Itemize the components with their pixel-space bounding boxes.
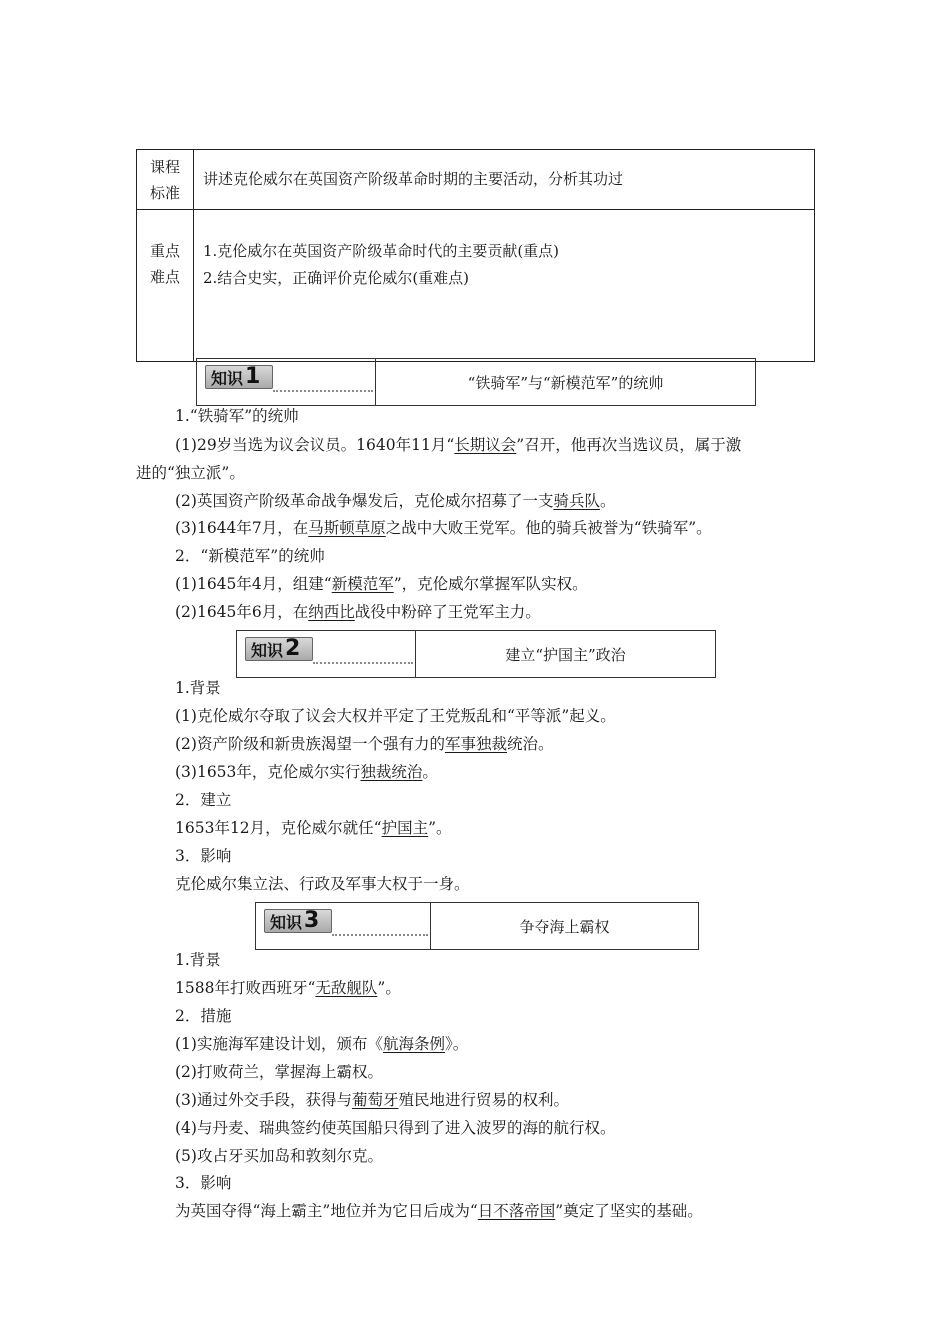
text: 。 [422, 763, 438, 781]
dotted-rule [332, 934, 428, 936]
course-standard-label [137, 150, 194, 210]
s2-para-3 [175, 761, 438, 783]
badge-word: 知识 [211, 368, 244, 388]
s3-para-3: (2)打败荷兰，掌握海上霸权。 [175, 1063, 383, 1081]
key-term: 护国主 [381, 819, 429, 837]
key-term: 无敌舰队 [315, 979, 378, 997]
text: ”。 [428, 819, 452, 837]
text: 战役中粉碎了王党军主力。 [354, 603, 541, 621]
section-3-header [255, 902, 699, 950]
s1-para-3 [175, 517, 712, 539]
badge-word: 知识 [251, 640, 284, 660]
key-term: 军事独裁 [444, 735, 507, 753]
s1-para-5 [175, 601, 541, 623]
s3-para-1 [175, 977, 401, 999]
section-title-text: 建立“护国主”政治 [505, 645, 626, 664]
section-2-title [415, 631, 715, 677]
s3-heading-3: 3．影响 [175, 1174, 232, 1192]
knowledge-badge-2 [245, 637, 313, 661]
text: 。 [599, 492, 616, 510]
key-term: 航海条例 [382, 1035, 445, 1053]
key-difficulty-text [194, 210, 815, 362]
label-line: 重点 [149, 242, 180, 260]
s2-para-5: 克伦威尔集立法、行政及军事大权于一身。 [175, 875, 470, 893]
key-term: 日不落帝国 [477, 1202, 556, 1220]
course-standard-table [136, 149, 815, 362]
label-line: 标准 [149, 183, 180, 202]
badge-word: 知识 [270, 912, 303, 932]
section-1-header [196, 358, 756, 406]
s1-para-2 [175, 490, 616, 512]
s2-heading-3: 3．影响 [175, 847, 232, 865]
key-difficulty-label [137, 210, 194, 362]
s1-heading-1: 1.“铁骑军”的统帅 [175, 407, 299, 425]
text: 殖民地进行贸易的权利。 [398, 1091, 569, 1109]
badge-number: 3 [304, 908, 320, 933]
text: (3)通过外交手段，获得与 [175, 1091, 352, 1109]
key-term: 新模范军 [331, 575, 394, 593]
s3-heading-1: 1.背景 [175, 951, 221, 969]
text: 》。 [444, 1035, 469, 1053]
text: 1653年12月，克伦威尔就任“ [175, 819, 382, 837]
text: ”奠定了坚实的基础。 [555, 1202, 703, 1220]
s3-para-7 [175, 1200, 703, 1222]
s2-para-2 [175, 733, 554, 755]
s1-heading-2: 2．“新模范军”的统帅 [175, 547, 325, 565]
key-point-2: 2.结合史实，正确评价克伦威尔(重难点) [203, 269, 470, 287]
text: (3)1653年，克伦威尔实行 [175, 763, 361, 781]
s2-heading-1: 1.背景 [175, 679, 221, 697]
s3-para-5: (4)与丹麦、瑞典签约使英国船只得到了进入波罗的海的航行权。 [175, 1119, 616, 1137]
key-term: 独裁统治 [360, 763, 423, 781]
text: ”。 [377, 979, 401, 997]
text: 为英国夺得“海上霸主”地位并为它日后成为“ [175, 1202, 478, 1220]
s3-para-2 [175, 1033, 468, 1055]
s1-para-4 [175, 573, 588, 595]
label-line: 难点 [149, 268, 180, 286]
knowledge-badge-1 [205, 365, 273, 389]
key-term: 骑兵队 [553, 492, 600, 510]
text: (2)资产阶级和新贵族渴望一个强有力的 [175, 735, 445, 753]
text: ”召开，他再次当选议员，属于激 [516, 436, 742, 454]
text: 统治。 [506, 735, 554, 753]
text: ”，克伦威尔掌握军队实权。 [393, 575, 588, 593]
dotted-rule [273, 390, 373, 392]
text: (2)1645年6月，在 [175, 603, 309, 621]
key-point-1: 1.克伦威尔在英国资产阶级革命时代的主要贡献(重点) [203, 242, 560, 260]
text: 1588年打败西班牙“ [175, 979, 316, 997]
section-2-header [236, 630, 716, 678]
standard-text: 讲述克伦威尔在英国资产阶级革命时期的主要活动，分析其功过 [203, 170, 624, 188]
text: (1)实施海军建设计划，颁布《 [175, 1035, 383, 1053]
text: (1)29岁当选为议会议员。1640年11月“ [175, 436, 455, 454]
text: 之战中大败王党军。他的骑兵被誉为“铁骑军”。 [385, 519, 712, 537]
label-line: 课程 [149, 157, 180, 176]
section-1-title [375, 359, 755, 405]
key-term: 葡萄牙 [351, 1091, 399, 1109]
s1-para-1-cont: 进的“独立派”。 [136, 464, 245, 482]
course-standard-text [194, 150, 815, 210]
s3-heading-2: 2．措施 [175, 1007, 232, 1025]
section-3-title [430, 903, 698, 949]
key-term: 纳西比 [308, 603, 355, 621]
s2-para-4 [175, 817, 452, 839]
s2-para-1: (1)克伦威尔夺取了议会大权并平定了王党叛乱和“平等派”起义。 [175, 707, 616, 725]
section-title-text: 争夺海上霸权 [519, 917, 610, 936]
text: (1)1645年4月，组建“ [175, 575, 332, 593]
knowledge-badge-3 [264, 909, 332, 933]
key-term: 长期议会 [454, 436, 517, 454]
text: (3)1644年7月，在 [175, 519, 309, 537]
badge-number: 2 [285, 636, 301, 661]
s3-para-4 [175, 1089, 569, 1111]
key-term: 马斯顿草原 [308, 519, 386, 537]
badge-number: 1 [245, 364, 261, 389]
s1-para-1 [175, 434, 741, 456]
s3-para-6: (5)攻占牙买加岛和敦刻尔克。 [175, 1147, 383, 1165]
text: (2)英国资产阶级革命战争爆发后，克伦威尔招募了一支 [175, 492, 554, 510]
section-title-text: “铁骑军”与“新模范军”的统帅 [467, 373, 664, 392]
s2-heading-2: 2．建立 [175, 791, 232, 809]
dotted-rule [313, 662, 413, 664]
